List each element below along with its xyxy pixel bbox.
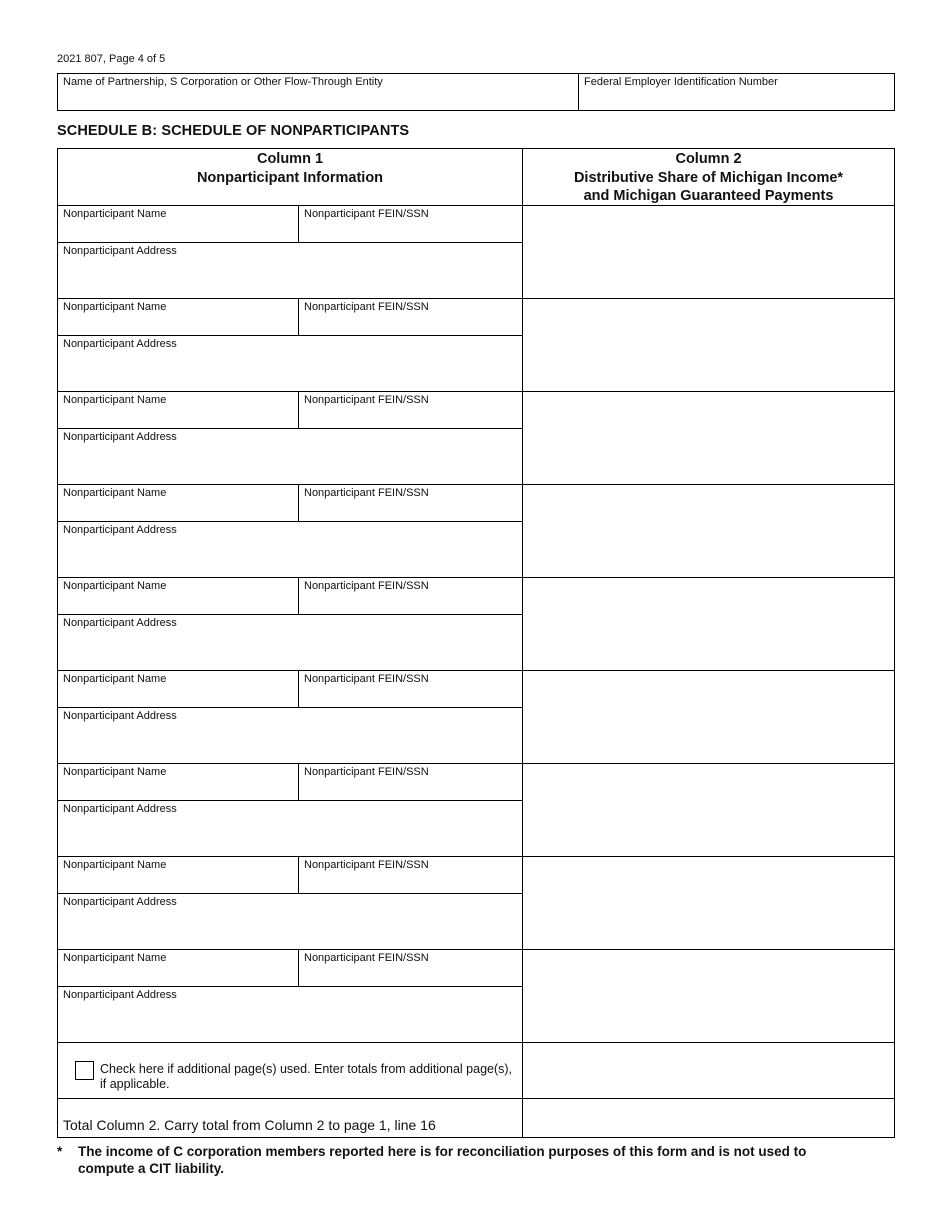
column-2-title: Column 2: [675, 151, 742, 167]
nonparticipant-fein-field[interactable]: [299, 206, 522, 242]
distributive-share-field[interactable]: [523, 671, 894, 763]
nonparticipant-name-field[interactable]: [58, 671, 299, 707]
nonparticipant-name-label: Nonparticipant Name: [63, 766, 167, 778]
total-row: [58, 1099, 894, 1137]
nonparticipant-row: [58, 950, 894, 1043]
nonparticipant-name-label: Nonparticipant Name: [63, 487, 167, 499]
nonparticipant-fein-field[interactable]: [299, 485, 522, 521]
distributive-share-field[interactable]: [523, 764, 894, 856]
entity-fein-field[interactable]: [579, 74, 894, 110]
nonparticipant-name-field[interactable]: [58, 485, 299, 521]
footnote-marker: *: [57, 1144, 63, 1159]
footnote-text: The income of C corporation members reported here is for reconciliation purposes of this form and is not used to compute a CIT liability.: [78, 1144, 807, 1176]
nonparticipant-address-field[interactable]: [58, 708, 522, 763]
nonparticipant-fein-field[interactable]: [299, 578, 522, 614]
nonparticipant-address-field[interactable]: [58, 522, 522, 577]
additional-pages-row: [58, 1043, 894, 1099]
nonparticipant-fein-label: Nonparticipant FEIN/SSN: [304, 673, 429, 685]
nonparticipant-row: [58, 206, 894, 299]
nonparticipant-fein-label: Nonparticipant FEIN/SSN: [304, 766, 429, 778]
nonparticipant-name-field[interactable]: [58, 392, 299, 428]
nonparticipant-name-label: Nonparticipant Name: [63, 952, 167, 964]
nonparticipant-address-label: Nonparticipant Address: [63, 245, 177, 257]
column-1-header: [58, 149, 523, 205]
nonparticipant-row: [58, 392, 894, 485]
nonparticipant-name-label: Nonparticipant Name: [63, 394, 167, 406]
nonparticipant-name-field[interactable]: [58, 764, 299, 800]
column-1-title: Column 1: [256, 151, 324, 167]
nonparticipant-row: [58, 671, 894, 764]
nonparticipant-address-field[interactable]: [58, 987, 522, 1042]
entity-info-box: [57, 73, 895, 111]
nonparticipant-row: [58, 578, 894, 671]
nonparticipant-address-field[interactable]: [58, 801, 522, 856]
distributive-share-field[interactable]: [523, 857, 894, 949]
column-2-header: [523, 149, 894, 205]
distributive-share-field[interactable]: [523, 485, 894, 577]
nonparticipant-row: [58, 857, 894, 950]
nonparticipant-name-label: Nonparticipant Name: [63, 208, 167, 220]
distributive-share-field[interactable]: [523, 299, 894, 391]
page-header: 2021 807, Page 4 of 5: [57, 53, 166, 65]
nonparticipant-row: [58, 299, 894, 392]
nonparticipant-address-label: Nonparticipant Address: [63, 338, 177, 350]
distributive-share-field[interactable]: [523, 392, 894, 484]
nonparticipant-name-field[interactable]: [58, 299, 299, 335]
column-headers: [58, 149, 894, 206]
nonparticipant-address-field[interactable]: [58, 429, 522, 484]
additional-pages-checkbox[interactable]: [75, 1061, 94, 1080]
entity-name-label: Name of Partnership, S Corporation or Other Flow-Through Entity: [63, 76, 383, 88]
nonparticipant-fein-label: Nonparticipant FEIN/SSN: [304, 394, 429, 406]
nonparticipant-address-field[interactable]: [58, 336, 522, 391]
nonparticipant-address-field[interactable]: [58, 243, 522, 298]
nonparticipant-name-field[interactable]: [58, 578, 299, 614]
nonparticipant-address-label: Nonparticipant Address: [63, 896, 177, 908]
nonparticipant-address-label: Nonparticipant Address: [63, 710, 177, 722]
column-1-subtitle: Nonparticipant Information: [196, 169, 384, 186]
nonparticipant-fein-label: Nonparticipant FEIN/SSN: [304, 952, 429, 964]
nonparticipant-name-label: Nonparticipant Name: [63, 580, 167, 592]
column-2-subtitle-line1: Distributive Share of Michigan Income*: [573, 169, 844, 186]
total-column-2-field[interactable]: [523, 1099, 894, 1137]
additional-pages-total-field[interactable]: [523, 1043, 894, 1098]
nonparticipant-fein-field[interactable]: [299, 392, 522, 428]
nonparticipant-row: [58, 485, 894, 578]
distributive-share-field[interactable]: [523, 950, 894, 1042]
footnote: [57, 1143, 817, 1177]
total-label: Total Column 2. Carry total from Column 2 to page 1, line 16: [63, 1117, 436, 1133]
nonparticipant-name-label: Nonparticipant Name: [63, 673, 167, 685]
nonparticipant-fein-label: Nonparticipant FEIN/SSN: [304, 208, 429, 220]
nonparticipant-name-field[interactable]: [58, 206, 299, 242]
nonparticipant-name-label: Nonparticipant Name: [63, 859, 167, 871]
nonparticipant-fein-label: Nonparticipant FEIN/SSN: [304, 487, 429, 499]
nonparticipant-name-field[interactable]: [58, 857, 299, 893]
nonparticipant-row: [58, 764, 894, 857]
nonparticipant-fein-field[interactable]: [299, 764, 522, 800]
nonparticipant-fein-label: Nonparticipant FEIN/SSN: [304, 859, 429, 871]
nonparticipant-fein-label: Nonparticipant FEIN/SSN: [304, 580, 429, 592]
nonparticipant-address-label: Nonparticipant Address: [63, 989, 177, 1001]
schedule-b-table: [57, 148, 895, 1138]
nonparticipant-fein-field[interactable]: [299, 857, 522, 893]
entity-fein-label: Federal Employer Identification Number: [584, 76, 778, 88]
nonparticipant-fein-label: Nonparticipant FEIN/SSN: [304, 301, 429, 313]
nonparticipant-address-label: Nonparticipant Address: [63, 617, 177, 629]
column-2-subtitle-line2: and Michigan Guaranteed Payments: [583, 188, 834, 204]
nonparticipant-fein-field[interactable]: [299, 950, 522, 986]
nonparticipant-address-label: Nonparticipant Address: [63, 431, 177, 443]
nonparticipant-name-label: Nonparticipant Name: [63, 301, 167, 313]
nonparticipant-address-label: Nonparticipant Address: [63, 524, 177, 536]
distributive-share-field[interactable]: [523, 206, 894, 298]
entity-name-field[interactable]: [58, 74, 579, 110]
nonparticipant-name-field[interactable]: [58, 950, 299, 986]
distributive-share-field[interactable]: [523, 578, 894, 670]
nonparticipant-address-field[interactable]: [58, 615, 522, 670]
nonparticipant-fein-field[interactable]: [299, 299, 522, 335]
additional-pages-text: Check here if additional page(s) used. Enter totals from additional page(s), if applicable.: [100, 1062, 513, 1091]
schedule-title: SCHEDULE B: SCHEDULE OF NONPARTICIPANTS: [57, 123, 410, 139]
nonparticipant-address-field[interactable]: [58, 894, 522, 949]
nonparticipant-address-label: Nonparticipant Address: [63, 803, 177, 815]
nonparticipant-fein-field[interactable]: [299, 671, 522, 707]
